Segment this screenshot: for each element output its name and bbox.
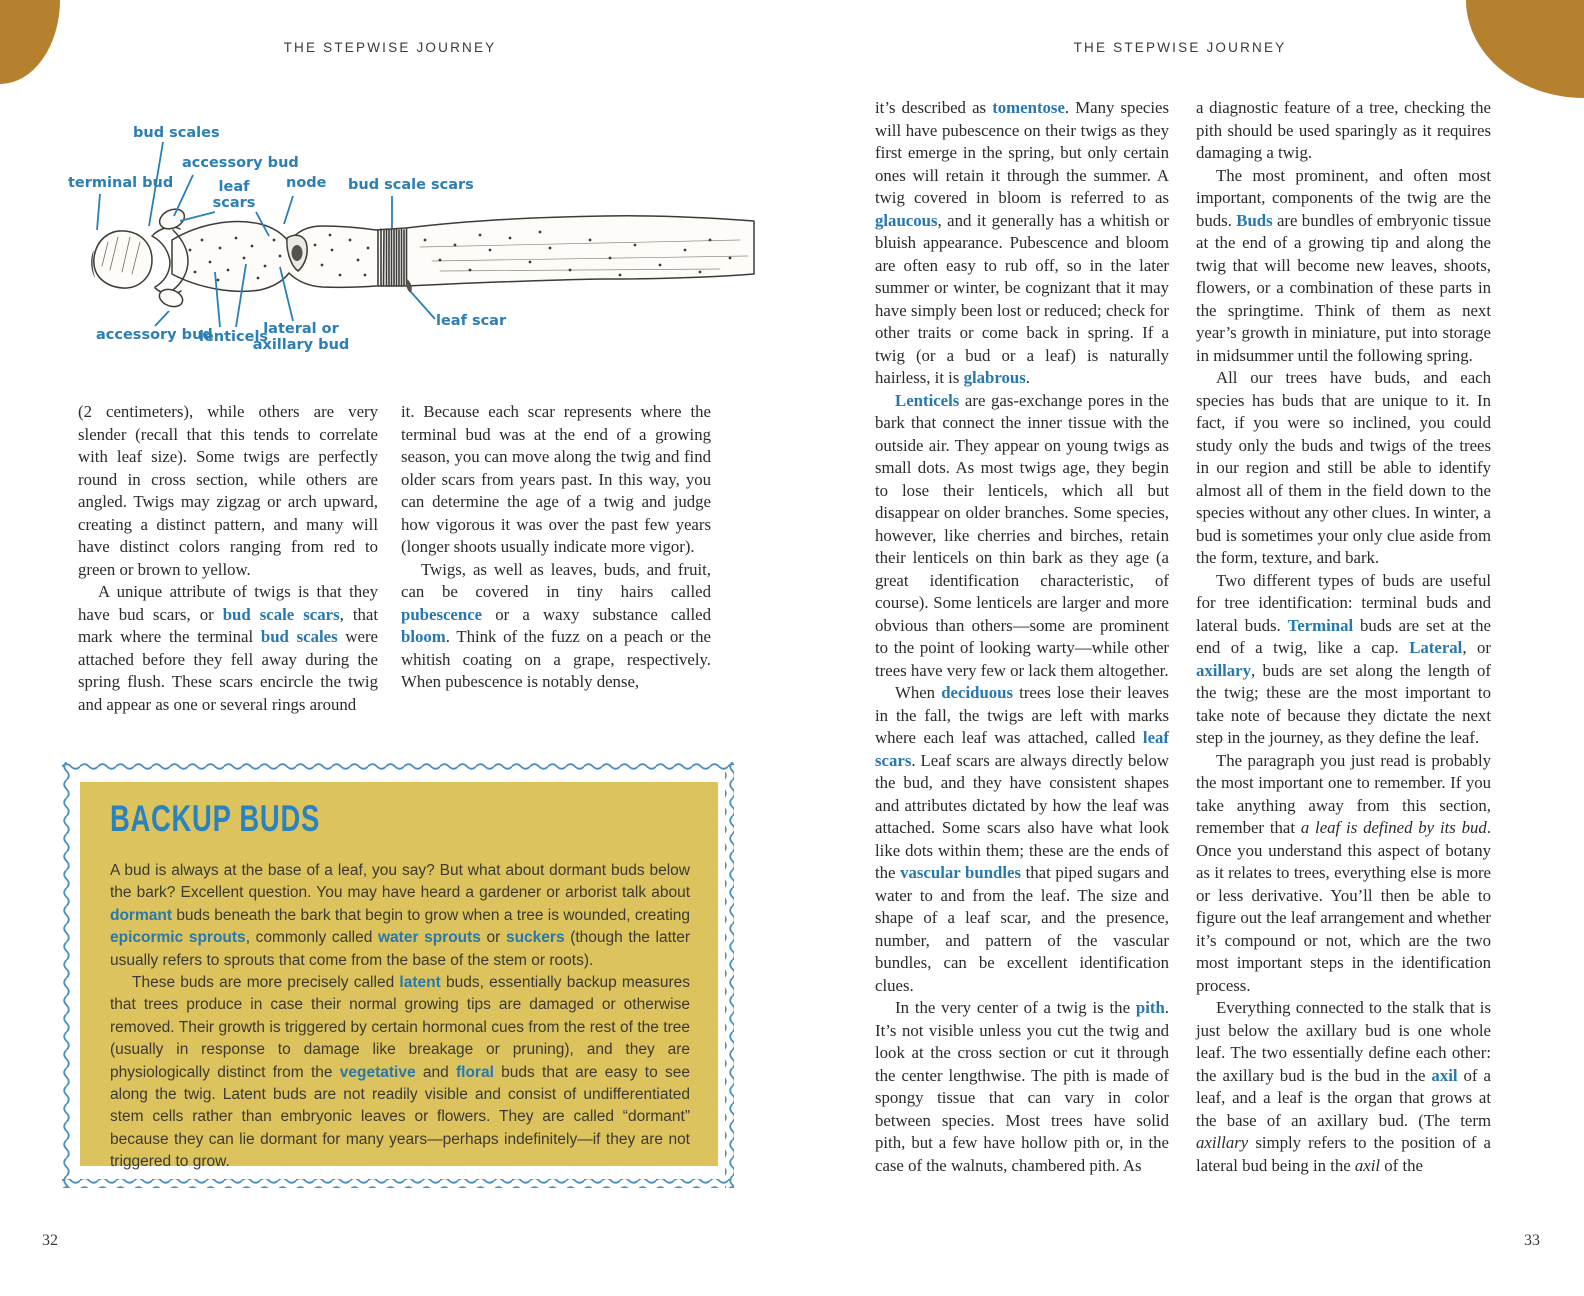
body-paragraph: a diagnostic feature of a tree, checking the pith should be used sparingly as it requires damaging a twig.: [1196, 98, 1491, 162]
sidebar-paragraph: A bud is always at the base of a leaf, you say? But what about dormant buds below the bark? Excellent question. You may have heard a gardener or arborist talk about dormant buds beneath the bark that begin to grow when a tree is wounded, creating epicormic sprouts, commonly called water sprouts or suckers (though the latter usually refers to sprouts that come from the base of the stem or roots).: [110, 862, 691, 969]
body-paragraph: it. Because each scar represents where the terminal bud was at the end of a growing season, you can move along the twig and find older scars from years past. In this way, you can determine the age of a twig and judge how vigorous it was over the past few years (longer shoots usually indicate more vigor).: [401, 402, 711, 556]
running-header-right: THE STEPWISE JOURNEY: [1073, 40, 1287, 55]
twig-diagram: [60, 90, 760, 380]
body-paragraph: All our trees have buds, and each species has buds that are unique to it. In fact, if you were so inclined, you could study only the buds and twigs of the trees in our region and still be able to identify almost all of them in the field down to the species without any other clues. In winter, a bud is sometimes your only clue aside from the form, texture, and bark.: [1196, 368, 1491, 567]
right-page-column-1: [875, 97, 1169, 1177]
running-header-left: THE STEPWISE JOURNEY: [283, 40, 497, 55]
diagram-label-leaf-scar: leaf scar: [436, 313, 507, 329]
diagram-label-accessory-bud-top: accessory bud: [182, 155, 299, 171]
diagram-label-lateral-axillary-bud: lateral or axillary bud: [252, 321, 350, 353]
page-number-left: 32: [42, 1232, 58, 1249]
diagram-label-leaf-scars: leaf scars: [212, 179, 256, 211]
sidebar-body: [110, 860, 690, 1174]
page-number-right: 33: [1524, 1232, 1540, 1249]
body-paragraph: The paragraph you just read is probably the most important one to remember. If you take anything away from this section, remember that a leaf is defined by its bud. Once you understand this aspect of botany as it relates to trees, everything else is more or less derivative. You’ll then be able to figure out the leaf arrangement and whether it’s compound or not, which are the two most important steps in the identification process.: [1196, 750, 1491, 995]
diagram-label-bud-scale-scars: bud scale scars: [348, 177, 474, 193]
diagram-label-node: node: [286, 175, 327, 191]
diagram-label-lenticels: lenticels: [199, 329, 269, 345]
backup-buds-sidebar: [80, 782, 718, 1171]
body-paragraph: When deciduous trees lose their leaves in the fall, the twigs are left with marks where each leaf was attached, called leaf scars. Leaf scars are always directly below the bud, and they have consistent shapes and attributes dictated by how the leaf was attached. Some scars also have what look like dots within them; these are the ends of the vascular bundles that piped sugars and water to and from the leaf. The size and shape of a leaf scar, and the presence, number, and pattern of the vascular bundles, can be excellent identification clues.: [875, 683, 1170, 995]
body-paragraph: Everything connected to the stalk that is just below the axillary bud is one whole leaf. The two essentially define each other: the axillary bud is the bud in the axil of a leaf, and a leaf is the organ that grows at the base of an axillary bud. (The term axillary simply refers to the position of a lateral bud being in the axil of the: [1196, 998, 1491, 1175]
sidebar-paragraph: These buds are more precisely called latent buds, essentially backup measures that trees produce in case their normal growing tips are damaged or otherwise removed. Their growth is triggered by certain hormonal cues from the rest of the tree (usually in response to damage like breakage or pruning), and they are physiologically distinct from the vegetative and floral buds that are easy to see along the twig. Latent buds are not readily visible and consist of undifferentiated stem cells rather than embryonic leaves or flowers. They are called “dormant” because they can lie dormant for many years—perhaps indefinitely—if they are not triggered to grow.: [110, 974, 690, 1171]
sidebar-title: BACKUP BUDS: [110, 798, 320, 839]
body-paragraph: (2 centimeters), while others are very slender (recall that this tends to correlate with leaf size). Some twigs are perfectly round in cross section, while others are angled. Twigs may zigzag or arch upward, creating a distinct pattern, and many will have distinct colors ranging from red to green or brown to yellow.: [78, 402, 378, 579]
body-paragraph: A unique attribute of twigs is that they have bud scars, or bud scale scars, that mark where the terminal bud scales were attached before they fell away during the spring flush. These scars encircle the twig and appear as one or several rings around: [78, 582, 379, 714]
right-page-column-2: [1196, 97, 1491, 1177]
body-paragraph: it’s described as tomentose. Many species will have pubescence on their twigs as they first emerge in the spring, but only certain ones will retain it through the summer. A twig covered in bloom is referred to as glaucous, and it generally has a whitish or bluish appearance. Pubescence and bloom are often easy to rub off, so in the later summer or winter, be cognizant that it may have simply been lost or reduced; check for other traits or come back in spring. If a twig (or a bud or a leaf) is naturally hairless, it is glabrous.: [875, 98, 1169, 387]
diagram-label-bud-scales: bud scales: [133, 125, 220, 141]
diagram-label-accessory-bud-bottom: accessory bud: [96, 327, 213, 343]
body-paragraph: Twigs, as well as leaves, buds, and fruit, can be covered in tiny hairs called pubescence or a waxy substance called bloom. Think of the fuzz on a peach or the whitish coating on a grape, respectively. When pubescence is notably dense,: [401, 559, 711, 691]
body-paragraph: Lenticels are gas-exchange pores in the bark that connect the inner tissue with the outside air. They appear on young twigs as small dots. As most twigs age, they begin to lose their lenticels, which all but disappear on older branches. Some species, however, like cherries and birches, retain their lenticels on thin bark as they age (a great identification characteristic, of course). Some lenticels are larger and more obvious than others—some are prominent to the point of looking warty—while other trees have very few or lack them altogether.: [875, 390, 1169, 680]
left-page-column-1: [78, 401, 378, 716]
diagram-label-terminal-bud: terminal bud: [68, 175, 174, 191]
left-page-column-2: [401, 401, 711, 694]
body-paragraph: The most prominent, and often most important, components of the twig are the buds. Buds are bundles of embryonic tissue at the end of a growing tip and along the twig that will become new leaves, shoots, flowers, or a combination of these parts in the springtime. Think of them as next year’s growth in miniature, put into storage in midsummer until the following spring.: [1196, 165, 1492, 365]
body-paragraph: Two different types of buds are useful for tree identification: terminal buds and lateral buds. Terminal buds are set at the end of a twig, like a cap. Lateral, or axillary, buds are set along the length of the twig; these are the most important to take note of because they dictate the next step in the journey, as they define the leaf.: [1196, 570, 1491, 747]
body-paragraph: In the very center of a twig is the pith. It’s not visible unless you cut the twig and look at the cross section or cut it through the center lengthwise. The pith is made of spongy tissue that can vary in color between species. Most trees have solid pith, but a few have hollow pith or, in the case of the walnuts, chambered pith. As: [875, 998, 1169, 1175]
